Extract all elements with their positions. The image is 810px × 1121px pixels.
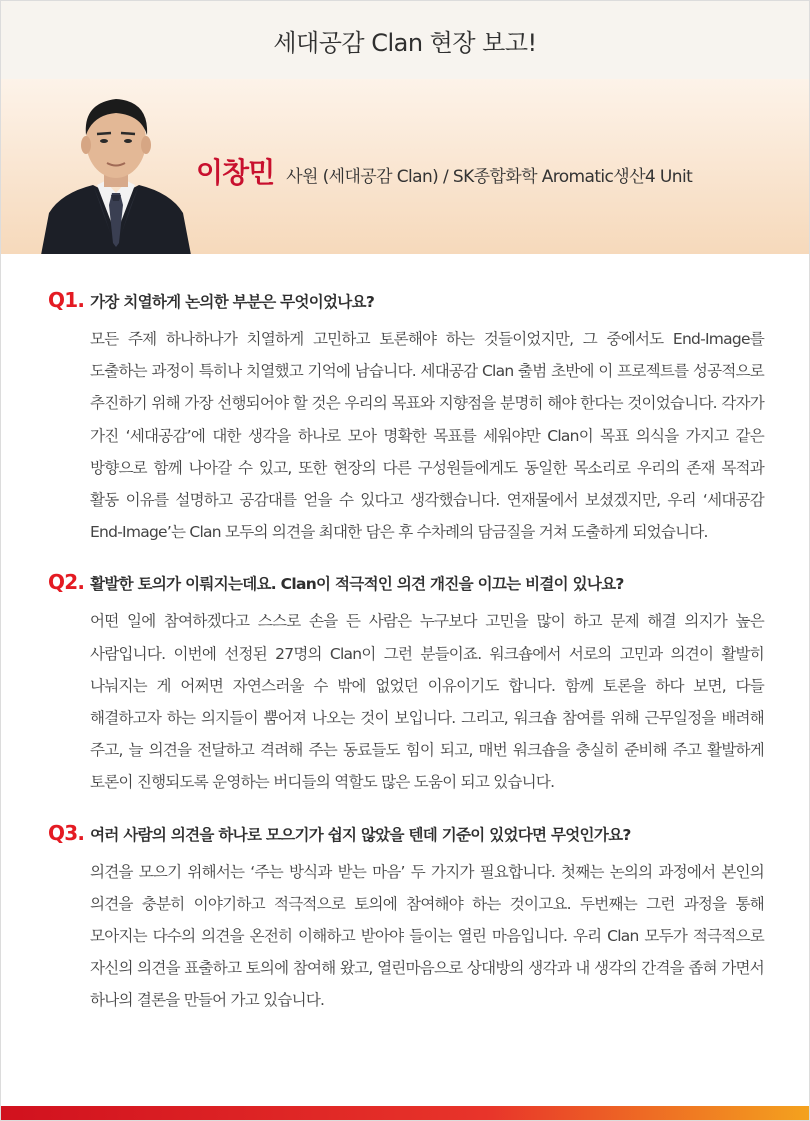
question-text: 여러 사람의 의견을 하나로 모으기가 쉽지 않았을 텐데 기준이 있었다면 무엇인가요? <box>90 825 631 844</box>
question-number: Q3. <box>48 820 85 845</box>
answer-text: 의견을 모으기 위해서는 ‘주는 방식과 받는 마음’ 두 가지가 필요합니다. 첫째는 논의의 과정에서 본인의 의견을 충분히 이야기하고 적극적으로 토의에 참여해야 하는 것이고요. 두번째는 그런 과정을 통해 모아지는 다수의 의견을 온전히 이해하고 받아야 들이는 열린 마음입니다. 우리 Clan 모두가 적극적으로 자신의 의견을 표출하고 토의에 참여해 왔고, 열린마음으로 상대방의 생각과 내 생각의 간격을 좁혀 가면서 하나의 결론을 만들어 가고 있습니다. <box>90 862 764 1010</box>
question-row <box>48 288 764 312</box>
qa-item <box>48 288 764 548</box>
question-text: 가장 치열하게 논의한 부분은 무엇이었나요? <box>90 293 375 311</box>
footer-bar <box>1 1106 809 1120</box>
profile-name: 이창민 <box>196 156 275 189</box>
profile-role: 사원 (세대공감 Clan) / SK종합화학 Aromatic생산4 Unit <box>286 167 693 187</box>
qa-item <box>48 821 764 1017</box>
page-title: 세대공감 Clan 현장 보고! <box>273 28 537 57</box>
qa-section <box>48 288 764 1039</box>
answer-text: 어떤 일에 참여하겠다고 스스로 손을 든 사람은 누구보다 고민을 많이 하고 문제 해결 의지가 높은 사람입니다. 이번에 선정된 27명의 Clan이 그런 분들이죠. 워크숍에서 서로의 고민과 의견이 활발히 나눠지는 게 어쩌면 자연스러울 수 밖에 없었던 이유이기도 합니다. 함께 토론을 하다 보면, 다들 해결하고자 하는 의지들이 뿜어져 나오는 것이 보입니다. 그리고, 워크숍 참여를 위해 근무일정을 배려해 주고, 늘 의견을 전달하고 격려해 주는 동료들도 힘이 되고, 매번 워크숍을 충실히 준비해 주고 활발하게 토론이 진행되도록 운영하는 버디들의 역할도 많은 도움이 되고 있습니다. <box>90 612 764 792</box>
answer-text: 모든 주제 하나하나가 치열하게 고민하고 토론해야 하는 것들이었지만, 그 중에서도 End-Image를 도출하는 과정이 특히나 치열했고 기억에 남습니다. 세대공감 Clan 출범 초반에 이 프로젝트를 성공적으로 추진하기 위해 가장 선행되어야 할 것은 우리의 목표와 지향점을 분명히 해야 한다는 것이었습니다. 각자가 가진 ‘세대공감’에 대한 생각을 하나로 모아 명확한 목표를 세워야만 Clan이 목표 의식을 가지고 같은 방향으로 함께 나아갈 수 있고, 또한 현장의 다른 구성원들에게도 동일한 목소리로 우리의 존재 목적과 활동 이유를 설명하고 공감대를 얻을 수 있다고 생각했습니다. 연재물에서 보셨겠지만, 우리 ‘세대공감 End-Image’는 Clan 모두의 의견을 최대한 담은 후 수차례의 담금질을 거쳐 도출하게 되었습니다. <box>90 330 764 542</box>
question-row <box>48 821 764 845</box>
header-bar <box>1 1 809 79</box>
question-number: Q1. <box>48 288 85 312</box>
qa-item <box>48 570 764 798</box>
profile-banner <box>1 79 809 254</box>
question-number: Q2. <box>48 570 85 595</box>
question-row <box>48 570 764 594</box>
question-text: 활발한 토의가 이뤄지는데요. Clan이 적극적인 의견 개진을 이끄는 비결이 있나요? <box>90 575 624 594</box>
profile-photo <box>31 85 201 254</box>
